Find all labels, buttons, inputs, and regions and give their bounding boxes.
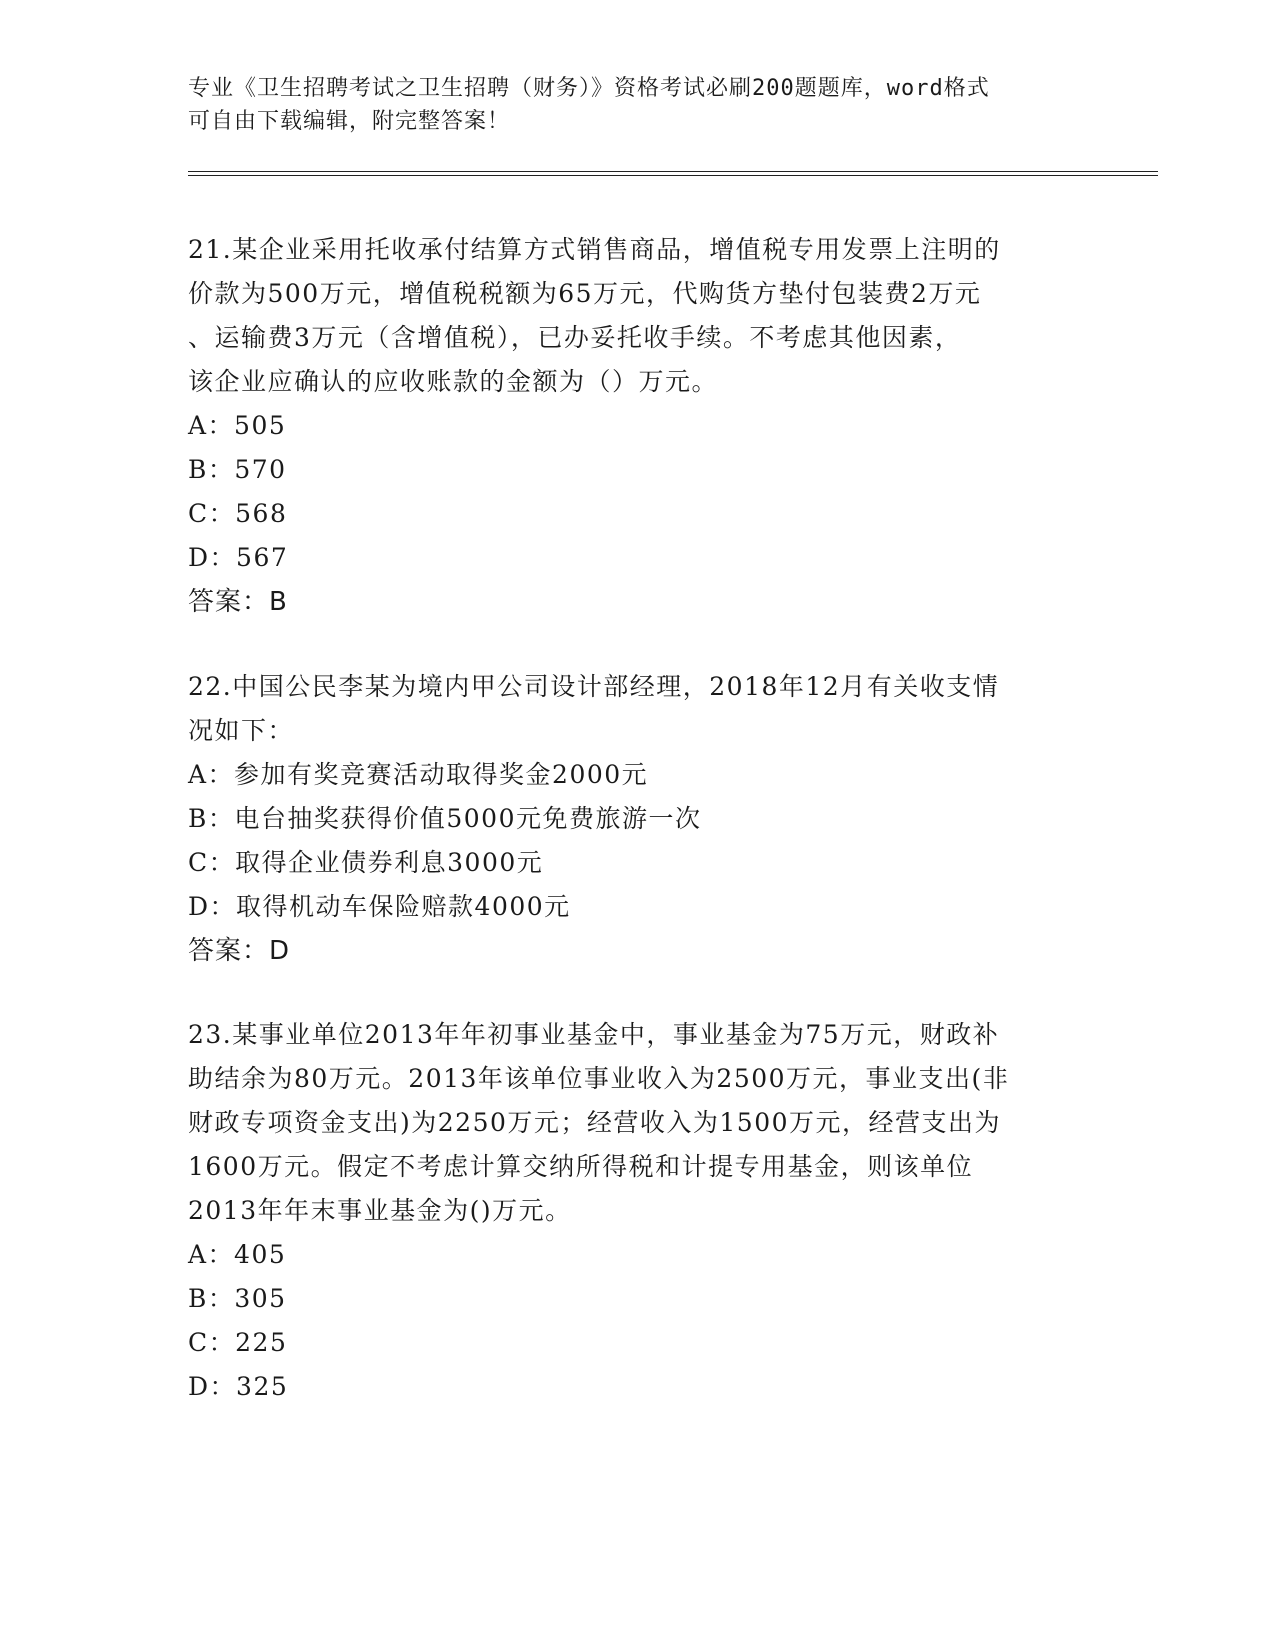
option-d: D：325 xyxy=(188,1372,289,1401)
header-rule-bottom xyxy=(188,175,1158,176)
option-b: B：305 xyxy=(188,1284,287,1313)
question-stem-line: 助结余为80万元。2013年该单位事业收入为2500万元，事业支出(非 xyxy=(188,1064,1010,1093)
option-c: C：568 xyxy=(188,499,288,528)
option-b: B：570 xyxy=(188,455,287,484)
question-stem-line: 23.某事业单位2013年年初事业基金中，事业基金为75万元，财政补 xyxy=(188,1020,1000,1049)
question-stem-line: 1600万元。假定不考虑计算交纳所得税和计提专用基金，则该单位 xyxy=(188,1152,974,1181)
question-stem-line: 2013年年末事业基金为()万元。 xyxy=(188,1196,572,1225)
header-rule-top xyxy=(188,171,1158,172)
question-stem-line: 21.某企业采用托收承付结算方式销售商品，增值税专用发票上注明的 xyxy=(188,235,1001,264)
answer-line: 答案：D xyxy=(188,936,291,966)
option-d: D：567 xyxy=(188,543,289,572)
option-a: A：505 xyxy=(188,411,287,440)
option-c: C：取得企业债券利息3000元 xyxy=(188,848,544,877)
question-stem-line: 、运输费3万元（含增值税），已办妥托收手续。不考虑其他因素， xyxy=(188,323,962,352)
question-stem-line: 价款为500万元，增值税税额为65万元，代购货方垫付包装费2万元 xyxy=(188,279,982,308)
option-c: C：225 xyxy=(188,1328,288,1357)
question-stem-line: 22.中国公民李某为境内甲公司设计部经理，2018年12月有关收支情 xyxy=(188,672,1000,701)
question-stem-line: 该企业应确认的应收账款的金额为（）万元。 xyxy=(188,367,719,396)
option-a: A：405 xyxy=(188,1240,287,1269)
option-a: A：参加有奖竞赛活动取得奖金2000元 xyxy=(188,760,649,789)
header-line-1: 专业《卫生招聘考试之卫生招聘（财务）》资格考试必刷200题题库，word格式 xyxy=(188,76,990,101)
question-stem-line: 况如下： xyxy=(188,716,295,745)
option-b: B：电台抽奖获得价值5000元免费旅游一次 xyxy=(188,804,702,833)
option-d: D：取得机动车保险赔款4000元 xyxy=(188,892,571,921)
question-stem-line: 财政专项资金支出)为2250万元；经营收入为1500万元，经营支出为 xyxy=(188,1108,1002,1137)
answer-line: 答案：B xyxy=(188,587,288,617)
document-header xyxy=(188,72,1068,138)
header-line-2: 可自由下载编辑，附完整答案！ xyxy=(188,109,511,134)
